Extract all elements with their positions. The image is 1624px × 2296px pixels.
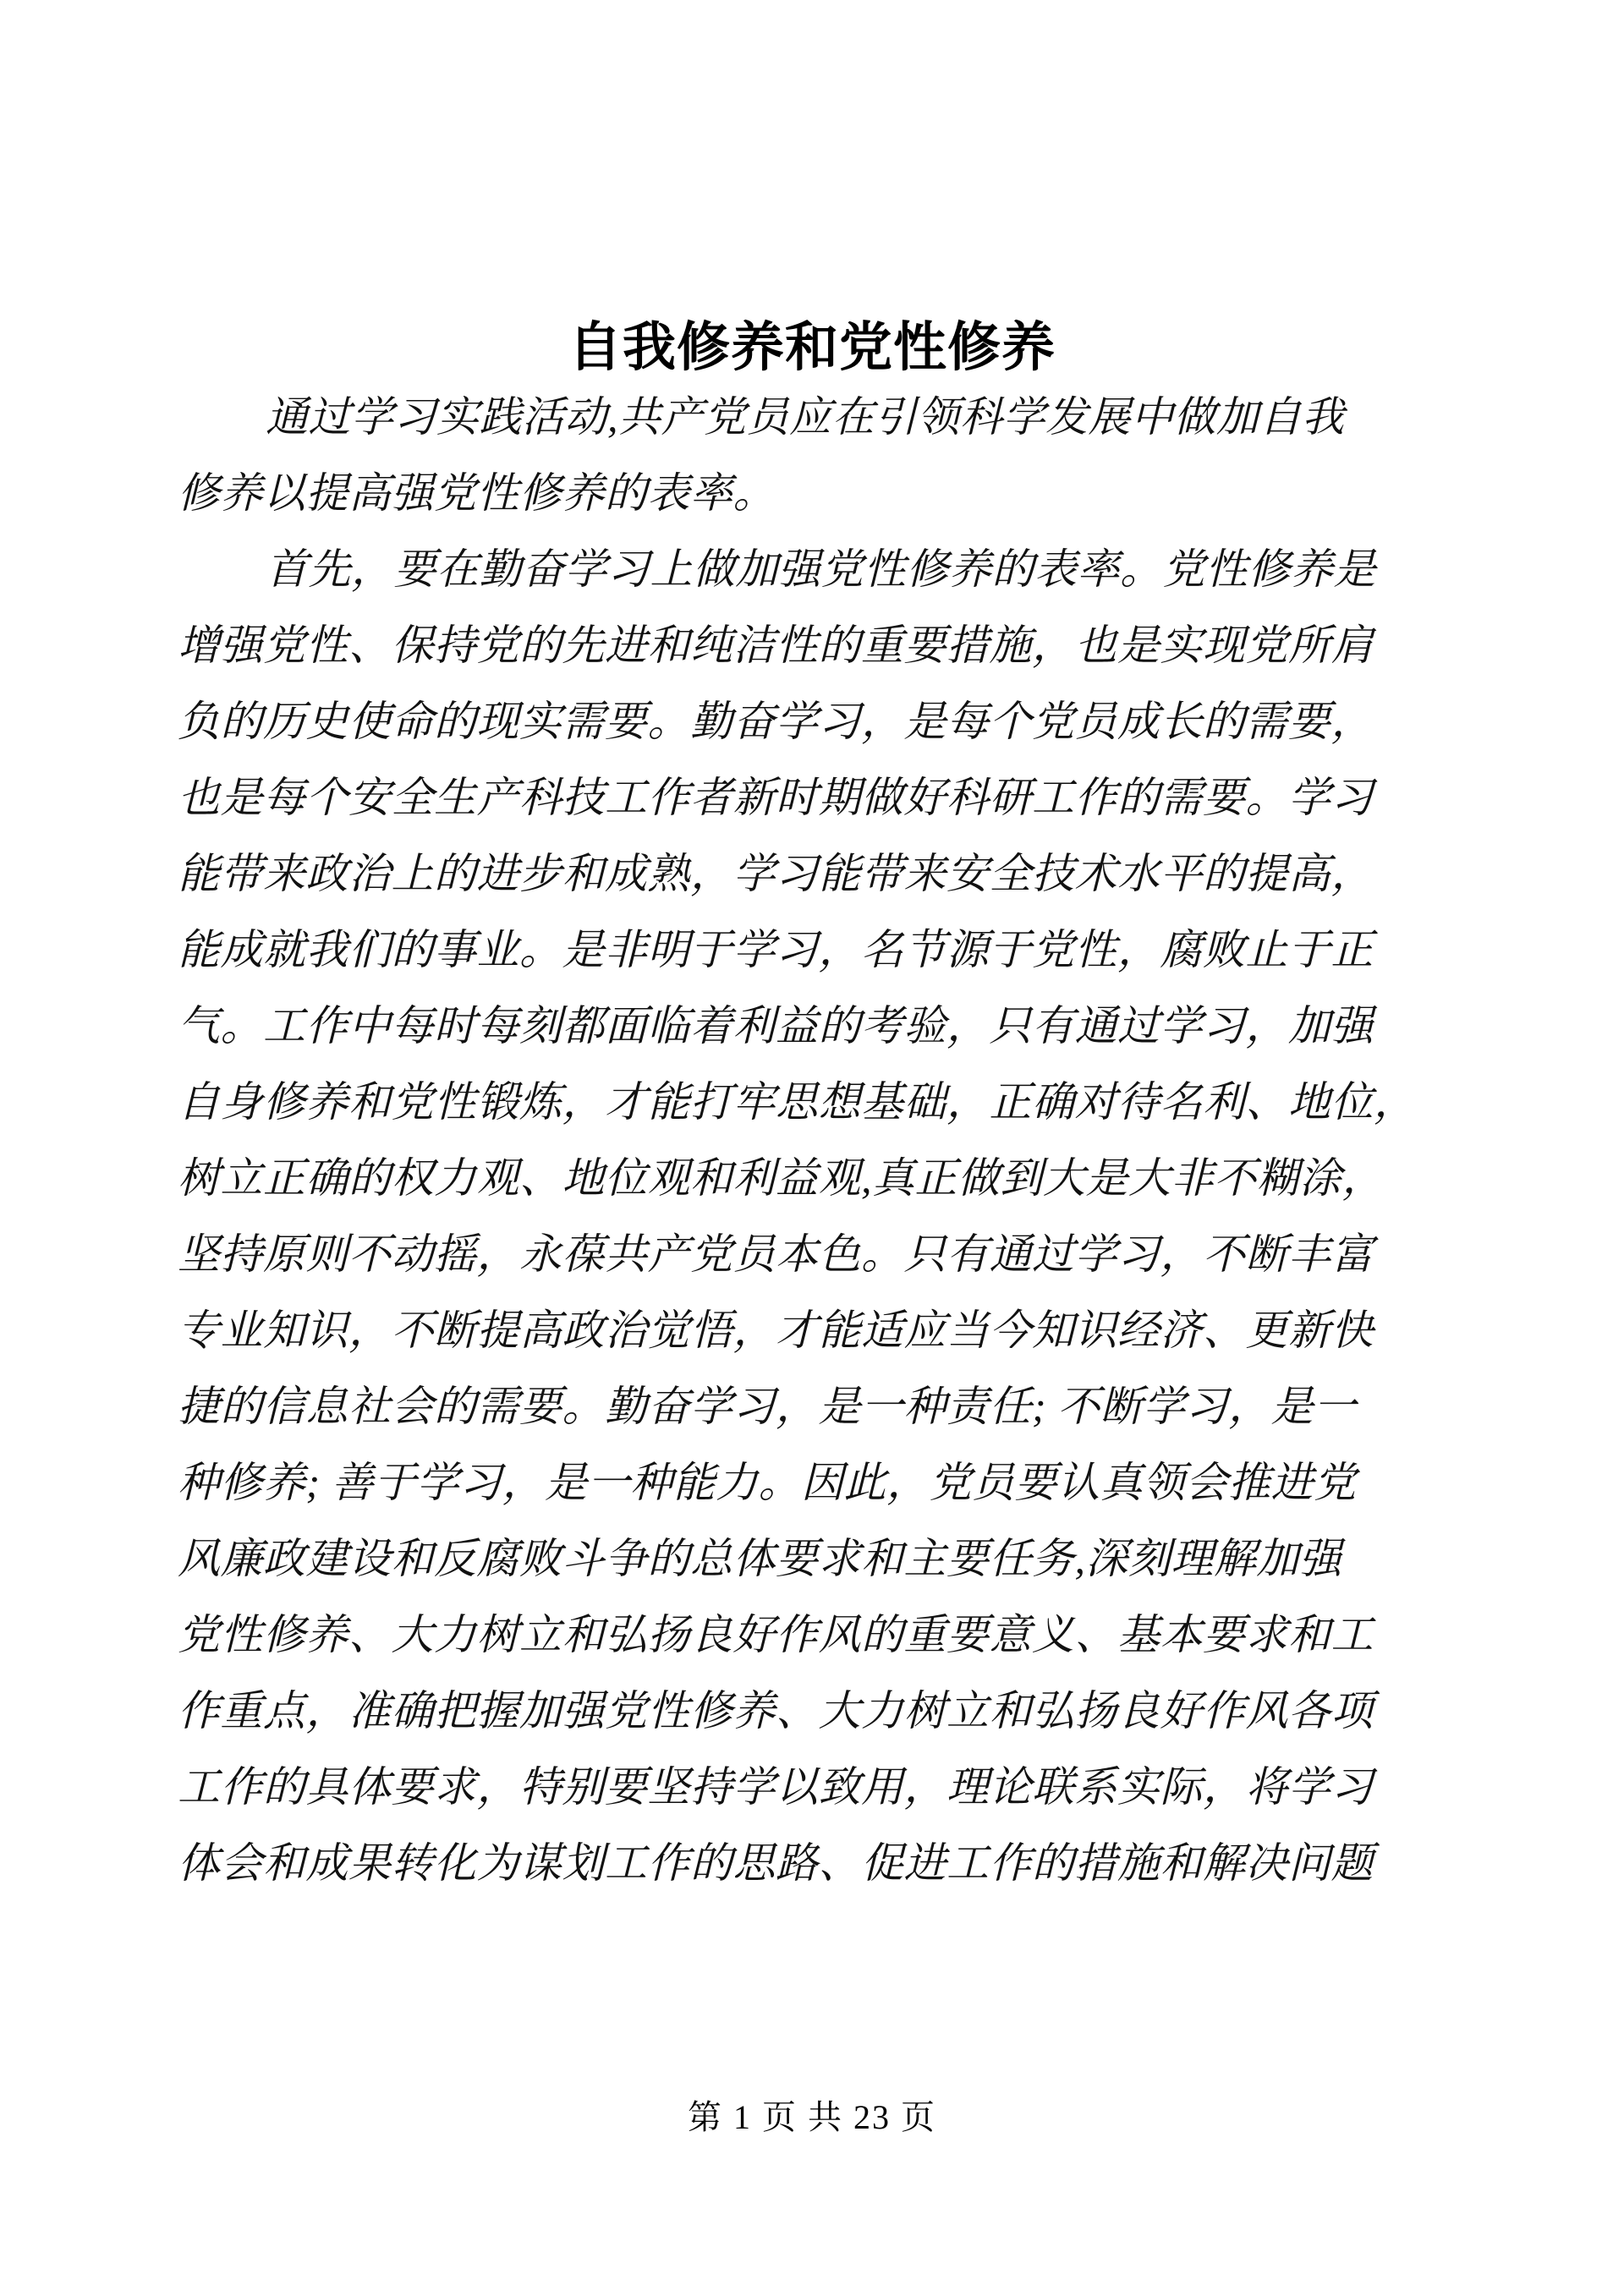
paragraph bbox=[178, 379, 1428, 531]
body-line: 坚持原则不动摇，永葆共产党员本色。只有通过学习，不断丰富 bbox=[178, 1230, 1374, 1278]
body-line: 负的历史使命的现实需要。勤奋学习，是每个党员成长的需要， bbox=[178, 698, 1374, 745]
body-line: 风廉政建设和反腐败斗争的总体要求和主要任务,深刻理解加强 bbox=[178, 1535, 1342, 1582]
page-number-footer: 第 1 页 共 23 页 bbox=[688, 2098, 936, 2136]
page-title: 自我修养和党性修养 bbox=[568, 318, 1056, 378]
body-line: 专业知识，不断提高政治觉悟，才能适应当今知识经济、更新快 bbox=[178, 1307, 1374, 1354]
body-line: 树立正确的权力观、地位观和利益观,真正做到大是大非不糊涂， bbox=[178, 1154, 1385, 1202]
document-body bbox=[178, 379, 1428, 1901]
body-line: 工作的具体要求，特别要坚持学以致用，理论联系实际，将学习 bbox=[178, 1763, 1374, 1811]
body-line: 体会和成果转化为谋划工作的思路、促进工作的措施和解决问题 bbox=[178, 1839, 1374, 1887]
body-line: 增强党性、保持党的先进和纯洁性的重要措施，也是实现党所肩 bbox=[178, 622, 1374, 669]
paragraph bbox=[178, 531, 1428, 1901]
body-line: 首先，要在勤奋学习上做加强党性修养的表率。党性修养是 bbox=[266, 545, 1376, 593]
body-line: 修养以提高强党性修养的表率。 bbox=[178, 469, 776, 517]
body-line: 能带来政治上的进步和成熟，学习能带来安全技术水平的提高， bbox=[178, 850, 1374, 897]
body-line: 种修养; 善于学习，是一种能力。因此，党员要认真领会推进党 bbox=[178, 1459, 1357, 1506]
body-line: 捷的信息社会的需要。勤奋学习，是一种责任; 不断学习，是一 bbox=[178, 1383, 1357, 1430]
body-line: 通过学习实践活动,共产党员应在引领科学发展中做加自我 bbox=[266, 393, 1345, 441]
body-line: 作重点，准确把握加强党性修养、大力树立和弘扬良好作风各项 bbox=[178, 1687, 1374, 1734]
body-line: 能成就我们的事业。是非明于学习，名节源于党性，腐败止于正 bbox=[178, 926, 1374, 973]
body-line: 气。工作中每时每刻都面临着利益的考验，只有通过学习，加强 bbox=[178, 1002, 1374, 1049]
body-line: 自身修养和党性锻炼，才能打牢思想基础，正确对待名利、地位， bbox=[178, 1078, 1417, 1126]
body-line: 党性修养、大力树立和弘扬良好作风的重要意义、基本要求和工 bbox=[178, 1611, 1374, 1658]
body-line: 也是每个安全生产科技工作者新时期做好科研工作的需要。学习 bbox=[178, 774, 1374, 821]
